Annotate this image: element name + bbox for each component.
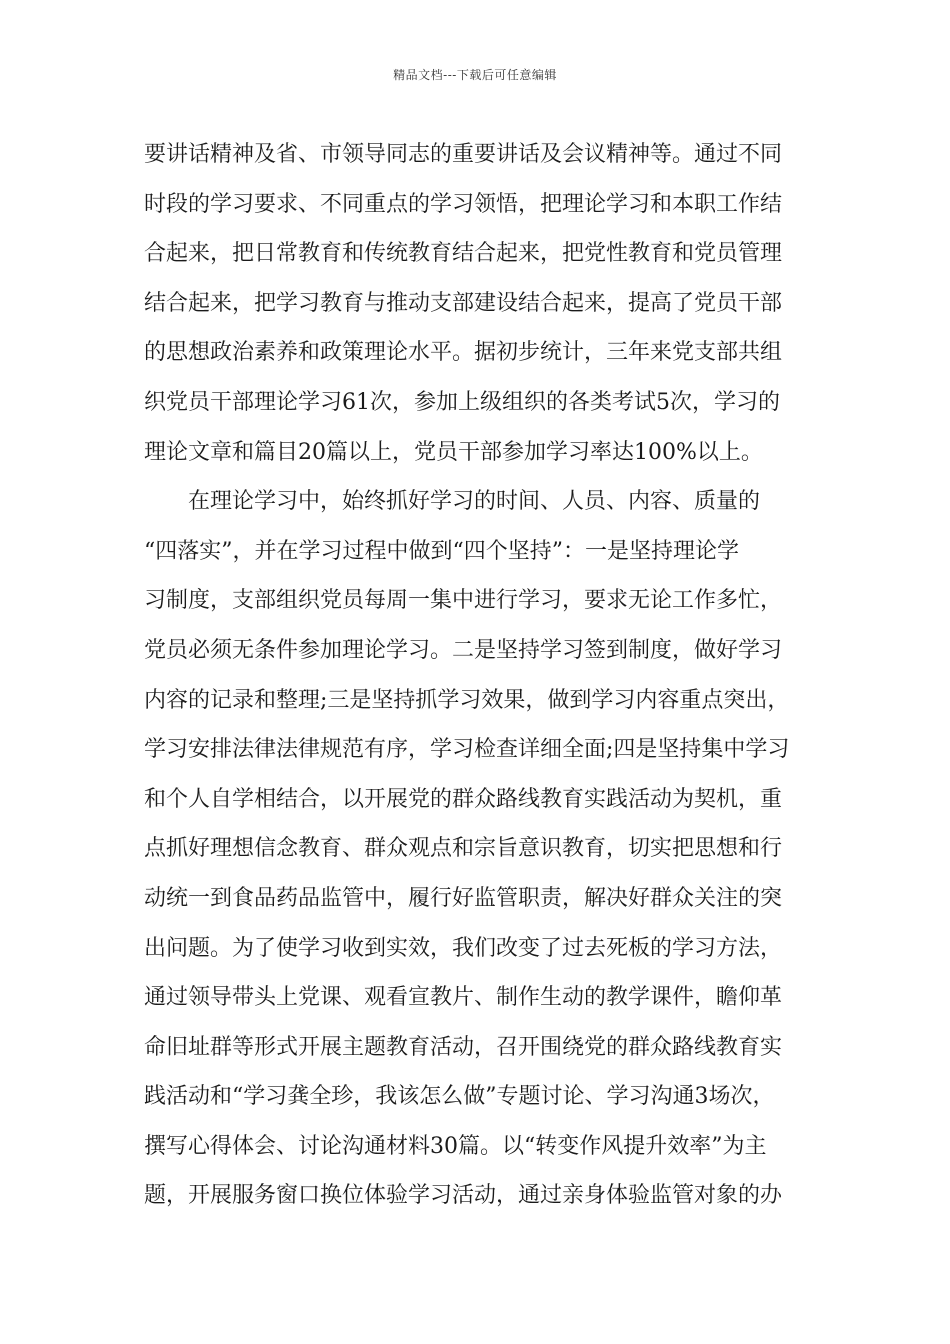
text-line: 和个人自学相结合，以开展党的群众路线教育实践活动为契机，重 <box>144 786 783 812</box>
text-line: 点抓好理想信念教育、群众观点和宗旨意识教育，切实把思想和行 <box>144 836 783 862</box>
text-line: 时段的学习要求、不同重点的学习领悟，把理论学习和本职工作结 <box>144 191 783 217</box>
text-line: 结合起来，把学习教育与推动支部建设结合起来，提高了党员干部 <box>144 290 783 316</box>
paragraph <box>144 130 809 477</box>
text-line: 理论文章和篇目20篇以上，党员干部参加学习率达100%以上。 <box>144 439 763 465</box>
text-line: “四落实”，并在学习过程中做到“四个坚持”：一是坚持理论学 <box>144 538 739 564</box>
text-line: 习制度，支部组织党员每周一集中进行学习，要求无论工作多忙， <box>144 588 783 614</box>
text-line: 命旧址群等形式开展主题教育活动，召开围绕党的群众路线教育实 <box>144 1034 783 1060</box>
text-line: 出问题。为了使学习收到实效，我们改变了过去死板的学习方法， <box>144 935 783 961</box>
paragraph <box>144 477 809 1221</box>
document-body <box>144 130 809 1221</box>
text-line: 内容的记录和整理;三是坚持抓学习效果，做到学习内容重点突出， <box>144 687 790 713</box>
text-line: 织党员干部理论学习61次，参加上级组织的各类考试5次，学习的 <box>144 389 780 415</box>
text-line: 的思想政治素养和政策理论水平。据初步统计，三年来党支部共组 <box>144 340 783 366</box>
text-line: 动统一到食品药品监管中，履行好监管职责，解决好群众关注的突 <box>144 885 783 911</box>
page-header: 精品文档---下载后可任意编辑 <box>393 68 557 82</box>
text-line: 党员必须无条件参加理论学习。二是坚持学习签到制度，做好学习 <box>144 637 783 663</box>
text-line: 学习安排法律法律规范有序，学习检查详细全面;四是坚持集中学习 <box>144 737 790 763</box>
text-line: 践活动和“学习龚全珍，我该怎么做”专题讨论、学习沟通3场次， <box>144 1084 775 1110</box>
text-line: 撰写心得体会、讨论沟通材料30篇。以“转变作风提升效率”为主 <box>144 1133 767 1159</box>
text-line: 合起来，把日常教育和传统教育结合起来，把党性教育和党员管理 <box>144 241 783 267</box>
text-line: 通过领导带头上党课、观看宣教片、制作生动的教学课件，瞻仰革 <box>144 985 783 1011</box>
text-line: 题，开展服务窗口换位体验学习活动，通过亲身体验监管对象的办 <box>144 1183 783 1209</box>
text-line: 在理论学习中，始终抓好学习的时间、人员、内容、质量的 <box>188 489 761 515</box>
text-line: 要讲话精神及省、市领导同志的重要讲话及会议精神等。通过不同 <box>144 142 783 167</box>
